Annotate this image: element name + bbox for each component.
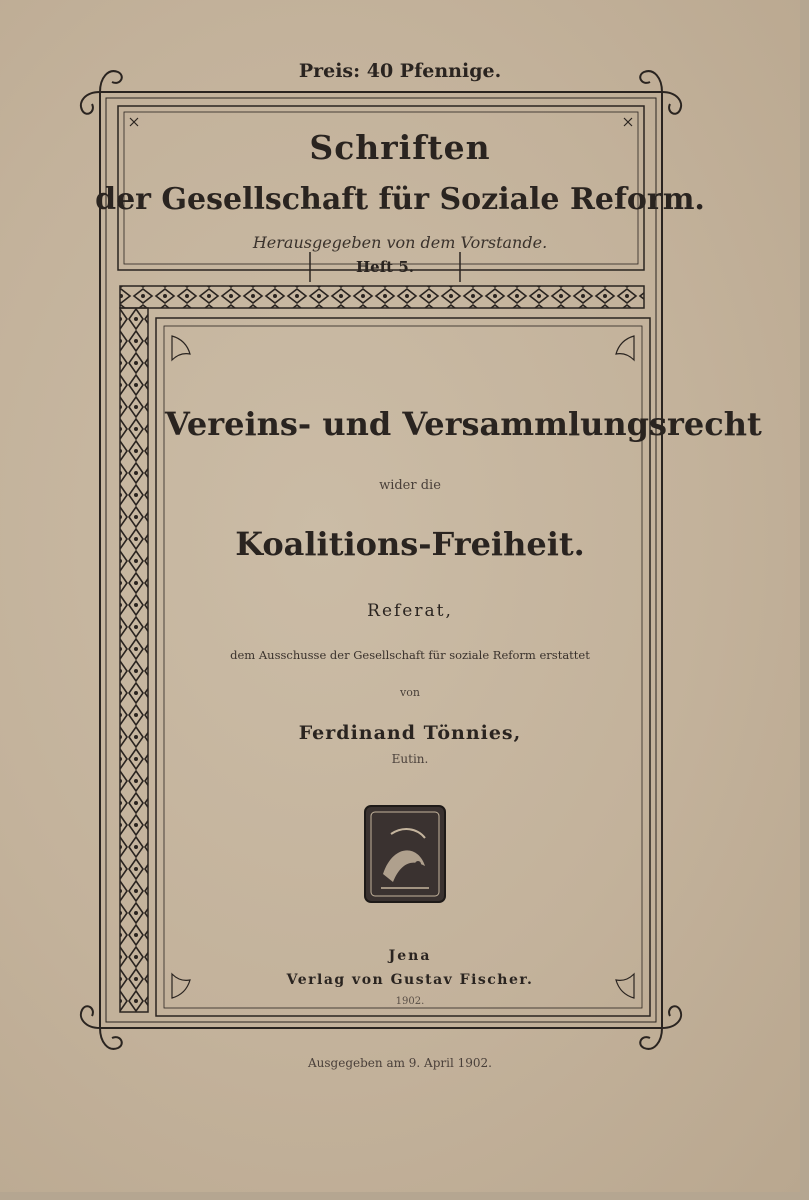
publisher-emblem-icon (363, 804, 447, 904)
issue-number: Heft 5. (356, 258, 414, 276)
editor-line: Herausgegeben von dem Vorstande. (252, 233, 548, 252)
series-title-line1: Schriften (309, 128, 491, 167)
dedication-line: dem Ausschusse der Gesellschaft für soziale Reform erstattet (230, 648, 590, 662)
publisher-city: Jena (388, 948, 432, 964)
author-name: Ferdinand Tönnies, (298, 722, 522, 744)
subtitle: Referat, (367, 601, 453, 621)
author-place: Eutin. (391, 752, 429, 766)
publication-year: 1902. (395, 996, 425, 1007)
publisher-name: Verlag von Gustav Fischer. (286, 972, 534, 988)
price-label: Preis: 40 Pfennige. (298, 60, 502, 82)
series-title-line2: der Gesellschaft für Soziale Reform. (95, 182, 705, 217)
title-connector: wider die (379, 478, 441, 493)
by-label: von (400, 686, 420, 699)
issued-date: Ausgegeben am 9. April 1902. (308, 1056, 492, 1070)
main-title-line1: Vereins- und Versammlungsrecht (165, 405, 762, 443)
main-title-line2: Koalitions-Freiheit. (235, 525, 585, 563)
